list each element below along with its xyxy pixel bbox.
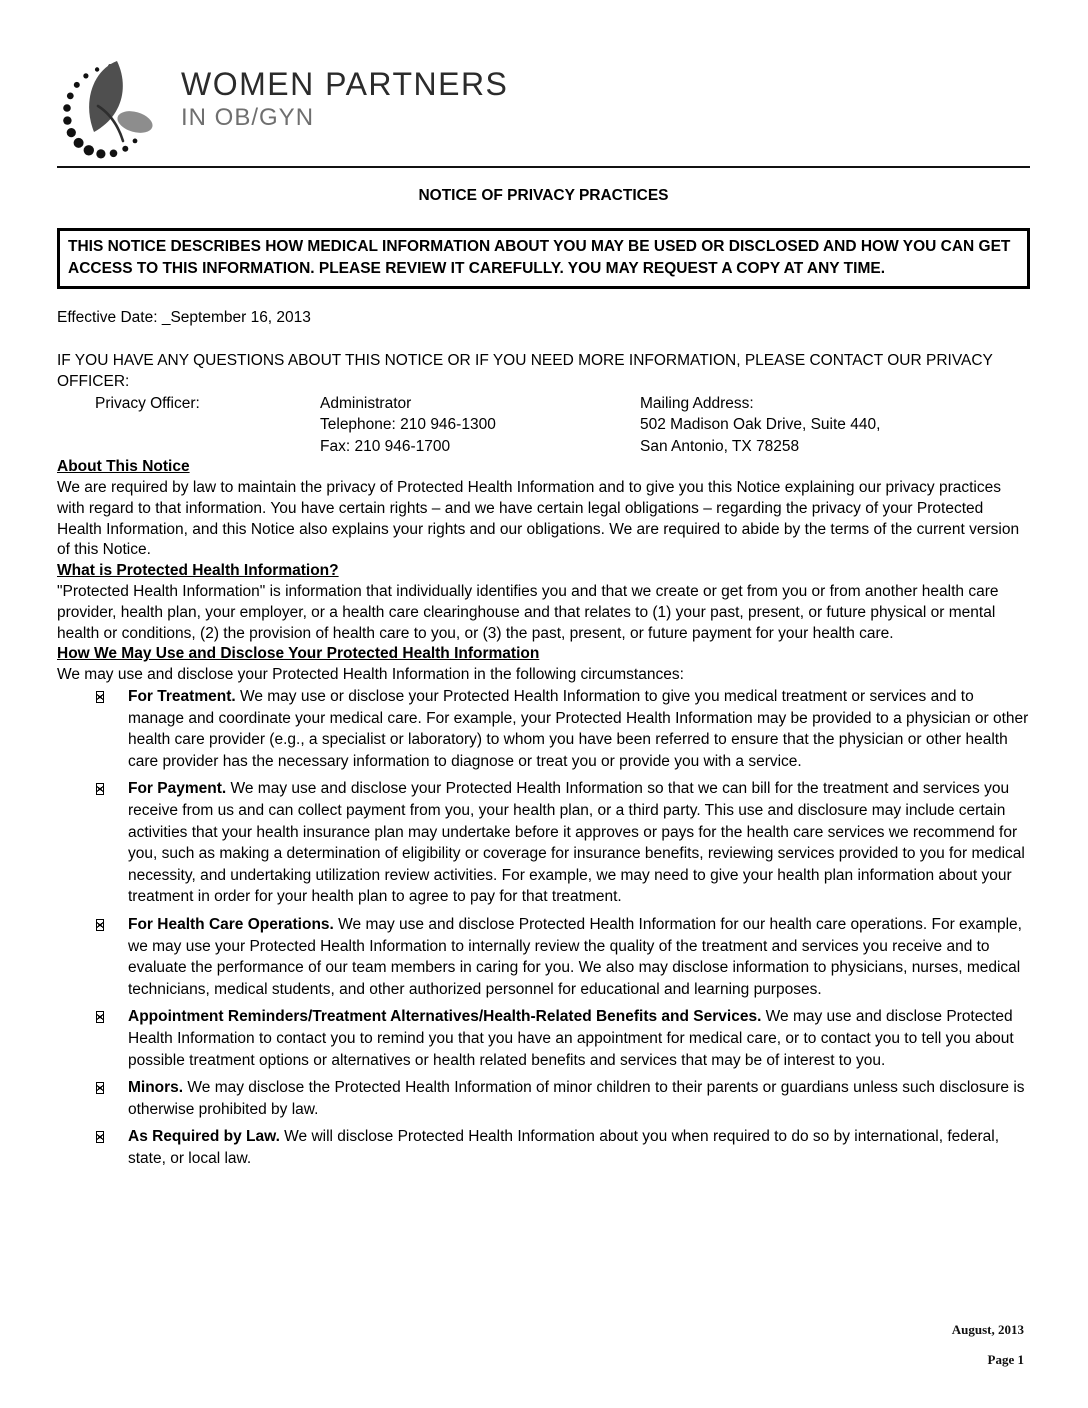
missing-glyph-bullet-icon: [96, 919, 104, 931]
privacy-officer-contact-col: [320, 393, 640, 458]
missing-glyph-bullet-icon: [96, 1011, 104, 1023]
missing-glyph-bullet-icon: [96, 1082, 104, 1094]
section-heading-about: About This Notice: [57, 458, 190, 476]
letterhead: [57, 0, 1030, 162]
list-item-treatment: [57, 686, 1030, 772]
privacy-officer-label: Privacy Officer:: [95, 394, 200, 412]
bullet-lead: For Payment.: [128, 780, 227, 798]
mailing-address-label: Mailing Address:: [640, 394, 754, 412]
privacy-officer-name: Administrator: [320, 394, 412, 412]
logo-subtitle: IN OB/GYN: [181, 104, 315, 131]
bullet-text: We may use and disclose Protected Health Information for our health care operations. For example, we may use your Protected Health Information to internally review the quality of the treatment and services you receive and to evaluate the performance of our team members in caring for you. We also may disclose information to physicians, nurses, medical technicians, medical students, and other authorized personnel for educational and learning purposes.: [128, 915, 1022, 998]
missing-glyph-bullet-icon: [96, 783, 104, 795]
missing-glyph-bullet-icon: [96, 1131, 104, 1143]
notice-box: THIS NOTICE DESCRIBES HOW MEDICAL INFORMATION ABOUT YOU MAY BE USED OR DISCLOSED AND HOW YOU CAN GET ACCESS TO THIS INFORMATION. PLEASE REVIEW IT CAREFULLY. YOU MAY REQUEST A COPY AT ANY TIME.: [57, 228, 1030, 290]
bullet-text: We may disclose the Protected Health Information of minor children to their parents or guardians unless such disclosure is otherwise prohibited by law.: [128, 1079, 1025, 1118]
privacy-officer-label-col: [57, 393, 320, 458]
missing-glyph-bullet-icon: [96, 691, 104, 703]
mailing-address-line2: San Antonio, TX 78258: [640, 437, 800, 455]
mailing-address-line1: 502 Madison Oak Drive, Suite 440,: [640, 416, 881, 434]
privacy-officer-block: [57, 393, 1030, 458]
section-body-use-disclose: We may use and disclose your Protected Health Information in the following circumstances:: [57, 666, 684, 684]
page-footer: [952, 1320, 1024, 1371]
bullet-lead: For Treatment.: [128, 688, 236, 706]
list-item-reminders: [57, 1006, 1030, 1071]
butterfly-upper-wing: [89, 61, 123, 132]
section-body-about: We are required by law to maintain the privacy of Protected Health Information and to give you this Notice explaining our privacy practices with regard to that information. You have certain rights – and we have certain legal obligations – regarding the privacy of your Protected Health Information, and this Notice also explains your rights and our obligations. We are required to abide by the terms of the current version of this Notice.: [57, 479, 1020, 559]
disclosure-list: [57, 686, 1030, 1169]
bullet-text: We may use or disclose your Protected Health Information to give you medical treatment or services and to manage and coordinate your medical care. For example, your Protected Health Information may be provided to a physician or other health care provider (e.g., a specialist or laboratory) to whom you have been referred to ensure that the physician or other health care provider has the necessary information to diagnose or treat you or provide you with a service.: [128, 688, 1029, 770]
privacy-officer-telephone: Telephone: 210 946-1300: [320, 416, 496, 434]
logo-title: WOMEN PARTNERS: [181, 66, 509, 102]
effective-date: Effective Date: _September 16, 2013: [57, 309, 311, 327]
bullet-lead: As Required by Law.: [128, 1128, 280, 1146]
bullet-text: We will disclose Protected Health Information about you when required to do so by international, federal, state, or local law.: [128, 1128, 1000, 1167]
logo-text: [181, 50, 508, 132]
list-item-required-by-law: [57, 1126, 1030, 1169]
bullet-lead: Appointment Reminders/Treatment Alternatives/Health-Related Benefits and Services.: [128, 1008, 762, 1026]
section-heading-what-is-phi: What is Protected Health Information?: [57, 562, 339, 580]
section-body-what-is-phi: "Protected Health Information" is information that individually identifies you and that we create or get from you or from another health care provider, health plan, your employer, or a health care clearinghouse and that relates to (1) your past, present, or future physical or mental health or conditions, (2) the provision of health care to you, or (3) the past, present, or future payment for your health care.: [57, 583, 999, 642]
bullet-text: We may use and disclose your Protected Health Information so that we can bill for the treatment and services you receive from us and can collect payment from you, your health plan, or a third party. This use and disclosure may include certain activities that your health insurance plan may undertake before it approves or pays for the health care services we recommend for you, such as making a determination of eligibility or coverage for insurance benefits, reviewing services provided to you for medical necessity, and undertaking utilization review activities. For example, we may need to give your health plan information about your treatment in order for your health plan to agree to pay for that treatment.: [128, 780, 1025, 906]
contact-intro: IF YOU HAVE ANY QUESTIONS ABOUT THIS NOTICE OR IF YOU NEED MORE INFORMATION, PLEASE CONTACT OUR PRIVACY OFFICER:: [57, 352, 993, 390]
privacy-officer-fax: Fax: 210 946-1700: [320, 437, 451, 455]
butterfly-logo-icon: [57, 50, 165, 162]
section-heading-use-disclose: How We May Use and Disclose Your Protected Health Information: [57, 645, 540, 663]
bullet-text: We may use and disclose Protected Health Information to contact you to remind you that you have an appointment for medical care, or to contact you to tell you about possible treatment options or alternatives or health related benefits and services that may be of interest to you.: [128, 1008, 1014, 1069]
list-item-payment: [57, 778, 1030, 908]
header-divider: [57, 166, 1030, 168]
document-title: NOTICE OF PRIVACY PRACTICES: [418, 187, 669, 204]
list-item-operations: [57, 914, 1030, 1000]
footer-page-number: Page 1: [987, 1351, 1024, 1367]
bullet-lead: Minors.: [128, 1079, 184, 1097]
bullet-lead: For Health Care Operations.: [128, 915, 334, 933]
footer-date: August, 2013: [951, 1322, 1024, 1337]
list-item-minors: [57, 1077, 1030, 1120]
privacy-officer-address-col: [640, 393, 1030, 458]
